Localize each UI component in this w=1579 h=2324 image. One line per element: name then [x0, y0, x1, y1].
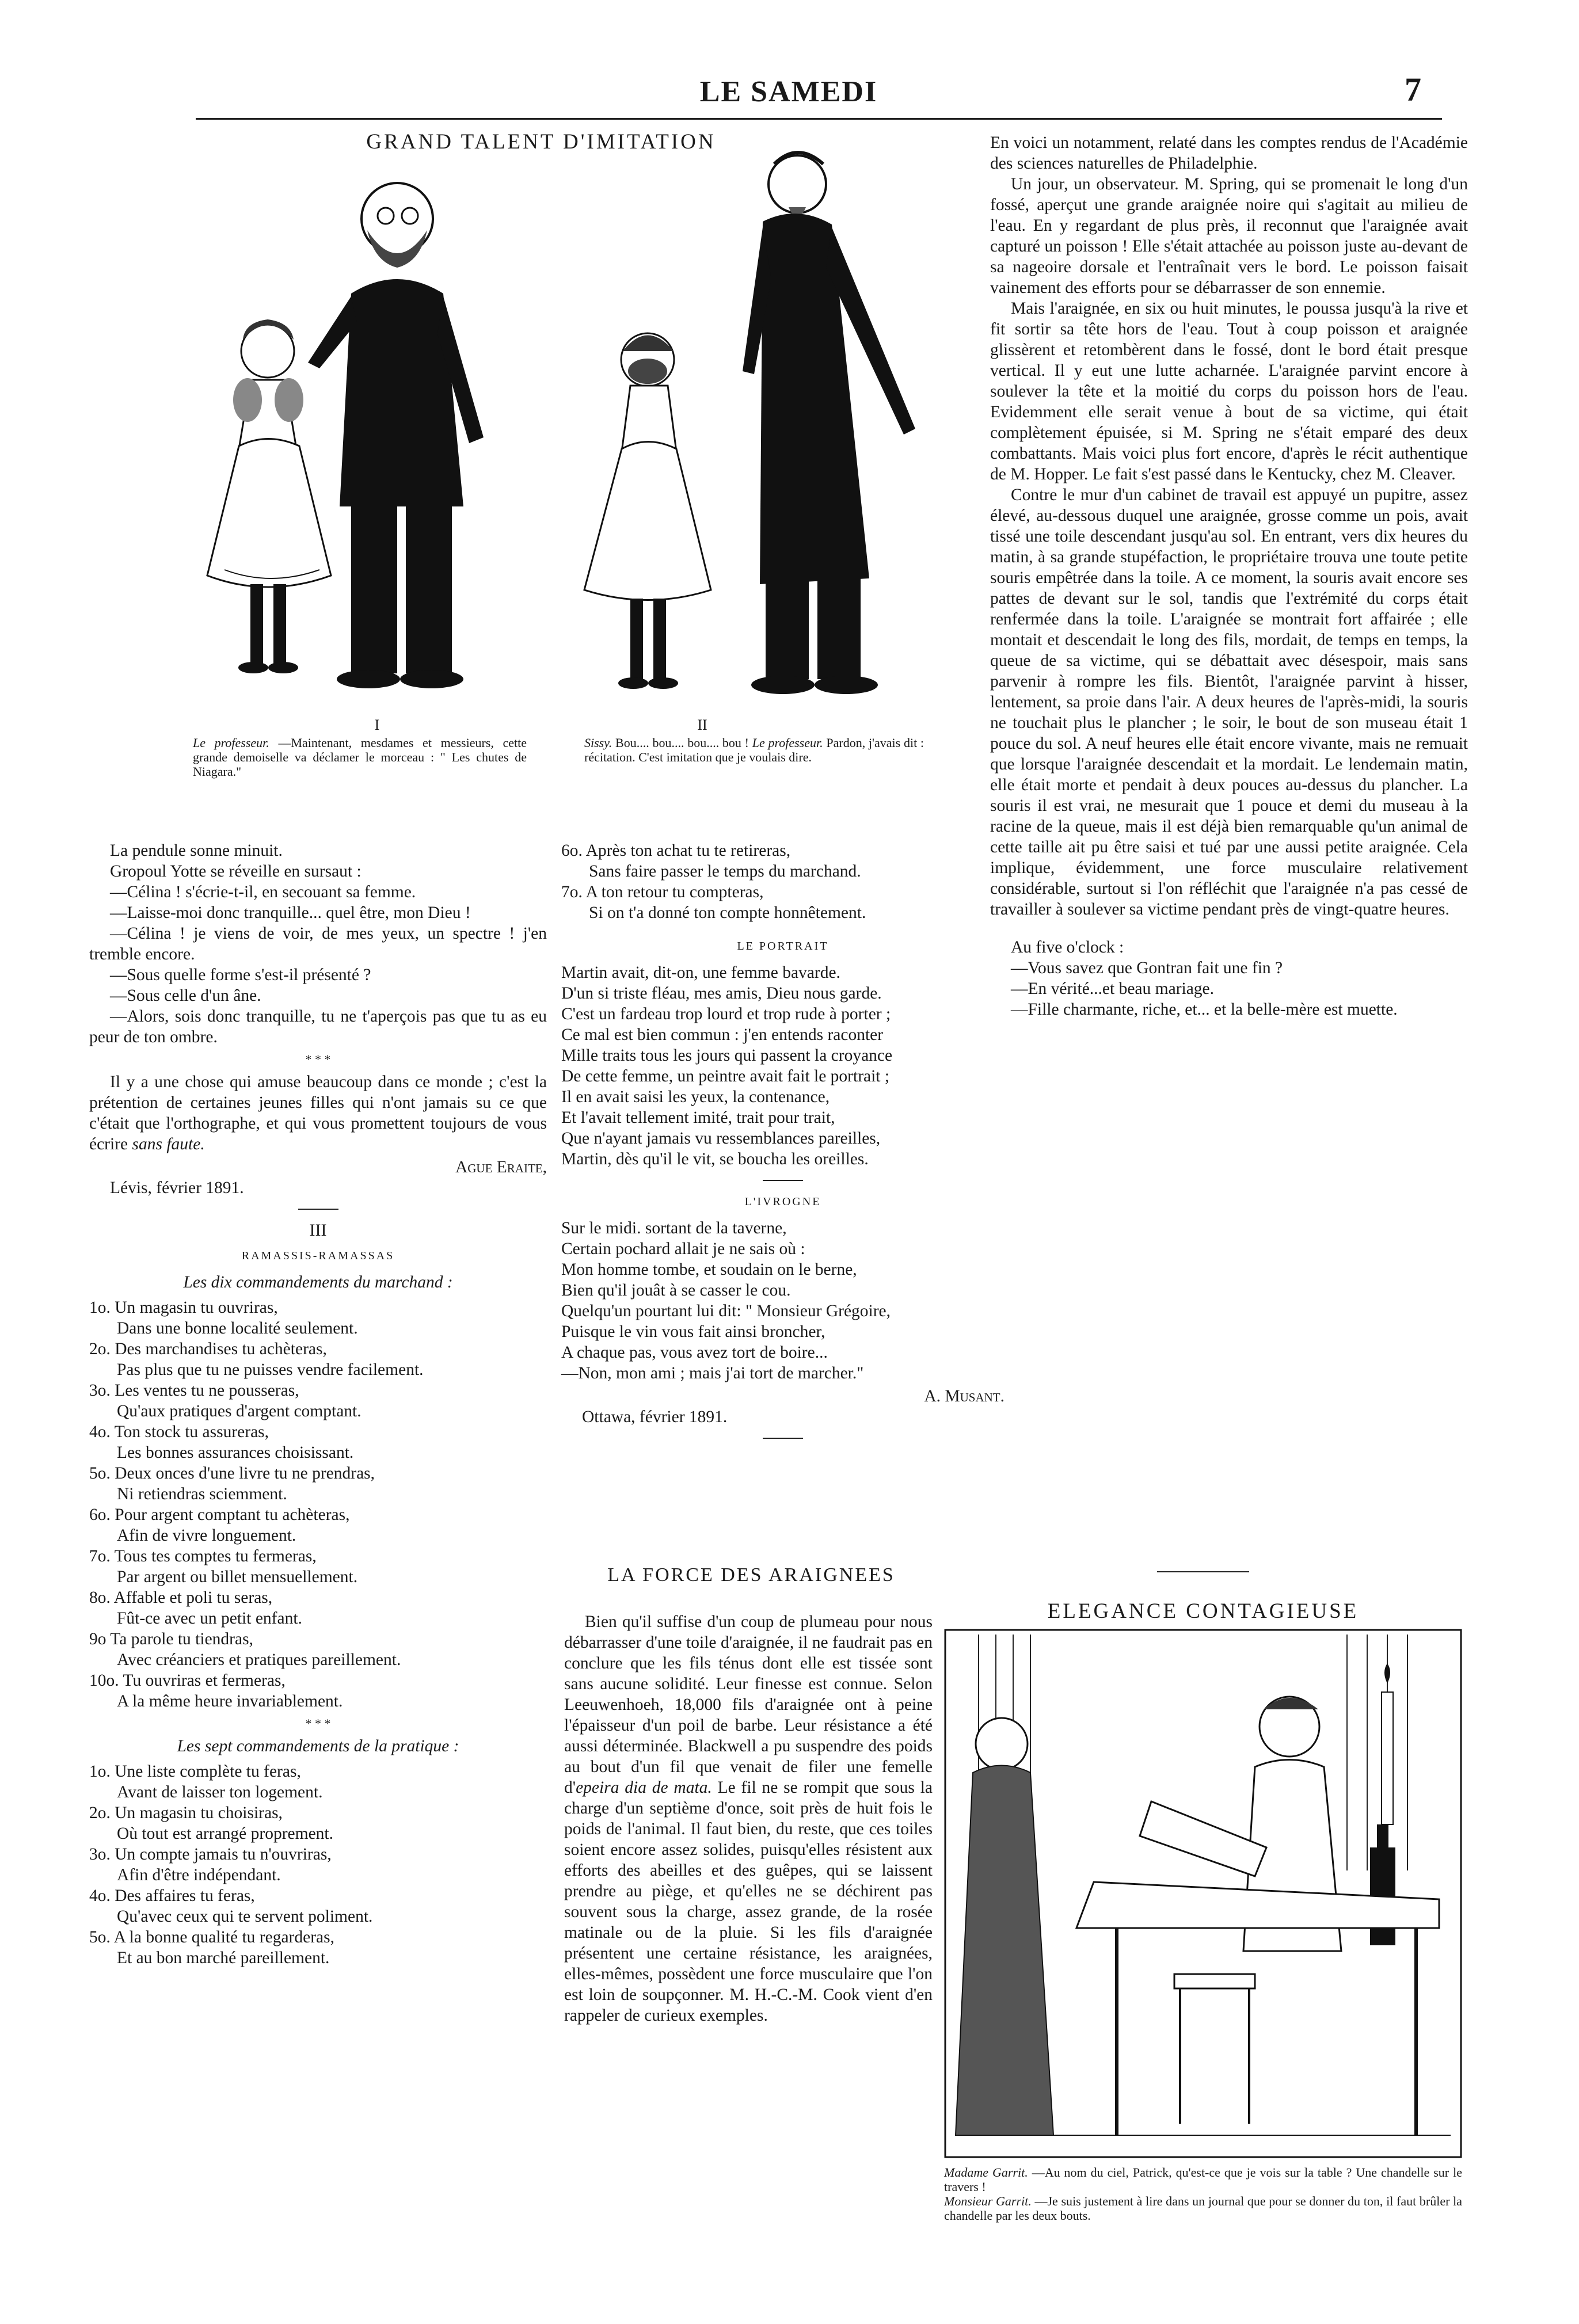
article-paragraph: Contre le mur d'un cabinet de travail est appuyé un pupitre, assez élevé, au-dessous duquel une araignée, grosse comme un pois, avait tissé une toile descendant jusqu'au sol. En entrant, vers dix heures du matin, à sa grande stupéfaction, le propriétaire trouva une toute petite souris empêtrée dans la toile. A ce moment, la souris avait encore ses pattes de devant sur le sol, tandis que l'extrémité du corps était renfermée dans la toile. L'araignée se montrait fort affairée ; elle montait et descendait le long des fils, mordait, de temps en temps, la queue de sa victime, qui se débattait avec désespoir, mais sans parvenir à rompre les fils. Bientôt, l'araignée parvint à hisser, lentement, sa proie dans l'air. A deux heures de l'après-midi, la souris ne touchait plus le plancher ; le soir, le bout de son museau était 1 pouce du sol. A neuf heures elle était encore vivante, mais ne remuait que lorsque l'araignée descendait et la mordait. Le lendemain matin, elle était morte et pendait à deux pouces au-dessus du plancher. La souris il est vrai, ne mesurait que 1 pouce et demi du museau à la racine de la queue, mais il est déjà bien remarquable qu'un animal de cette taille ait pu être saisi et tué par une aussi petite araignée. Cela implique, évidemment, une force musculaire relativement considérable, surtout si l'on réfléchit que l'araignée n'a pas cessé de travailler à soulever sa victime pendant près de vingt-quatre heures.: [990, 486, 1468, 919]
list-item-cont: Dans une bonne localité seulement.: [117, 1319, 358, 1338]
list-item: 10o. Tu ouvriras et fermeras,: [89, 1671, 286, 1690]
list2-title: Les sept commandements de la pratique :: [177, 1737, 459, 1755]
cartoon1-title: GRAND TALENT D'IMITATION: [366, 130, 716, 154]
caption-text1: —Au nom du ciel, Patrick, qu'est-ce que je vois sur la table ? Une chandelle sur le travers !: [944, 2165, 1462, 2194]
story-line: La pendule sonne minuit.: [110, 841, 283, 860]
poem-line: Quelqu'un pourtant lui dit: " Monsieur Grégoire,: [561, 1302, 891, 1320]
panel2-caption-speaker1: Sissy.: [584, 736, 612, 750]
portrait-title: LE PORTRAIT: [737, 940, 829, 953]
dialogue-line: —Vous savez que Gontran fait une fin ?: [1011, 959, 1283, 977]
story-line: Gropoul Yotte se réveille en sursaut :: [110, 862, 362, 881]
list-item-cont: Par argent ou billet mensuellement.: [117, 1568, 358, 1586]
list-item-cont: Qu'avec ceux qui te servent poliment.: [117, 1907, 373, 1926]
cartoon2-title: ELEGANCE CONTAGIEUSE: [1047, 1599, 1359, 1623]
panel2-caption-text2: Pardon, j'avais dit : récitation. C'est imitation que je voulais dire.: [584, 736, 924, 764]
list-item-cont: Afin d'être indépendant.: [117, 1866, 281, 1884]
caption-speaker2: Monsieur Garrit.: [944, 2194, 1032, 2208]
list-item: 8o. Affable et poli tu seras,: [89, 1588, 273, 1607]
poem-line: Ce mal est bien commun : j'en entends raconter: [561, 1026, 884, 1044]
list-item: 9o Ta parole tu tiendras,: [89, 1630, 253, 1648]
column-3: [990, 132, 1468, 1020]
list-item: 2o. Un magasin tu choisiras,: [89, 1804, 283, 1822]
panel1-number: I: [374, 717, 380, 733]
list-item-cont: Ni retiendras sciemment.: [117, 1485, 287, 1503]
story-line: —Sous quelle forme s'est-il présenté ?: [110, 966, 371, 984]
dialogue-line: Au five o'clock :: [1011, 938, 1124, 957]
orthographe-paragraph: [89, 1072, 547, 1155]
story-line: —Sous celle d'un âne.: [110, 986, 261, 1005]
story-line: —Alors, sois donc tranquille, tu ne t'aperçois pas que tu as eu peur de ton ombre.: [89, 1007, 547, 1046]
section-rule: [763, 1180, 803, 1181]
panel2-caption: [584, 736, 924, 764]
list-item-cont: Afin de vivre longuement.: [117, 1526, 296, 1545]
place-date: Lévis, février 1891.: [110, 1179, 244, 1197]
list-item-cont: Si on t'a donné ton compte honnêtement.: [589, 904, 866, 922]
page-number: 7: [1405, 71, 1421, 108]
list-item-cont: Les bonnes assurances choisissant.: [117, 1443, 354, 1462]
article-paragraph: En voici un notamment, relaté dans les comptes rendus de l'Académie des sciences naturelles de Philadelphie.: [990, 134, 1468, 173]
list-item-cont: Qu'aux pratiques d'argent comptant.: [117, 1402, 362, 1420]
list-item: 2o. Des marchandises tu achèteras,: [89, 1340, 327, 1358]
poem-line: Mille traits tous les jours qui passent la croyance: [561, 1046, 893, 1065]
list-item-cont: Et au bon marché pareillement.: [117, 1949, 330, 1967]
list-item-cont: A la même heure invariablement.: [117, 1692, 343, 1710]
list-item: 6o. Après ton achat tu te retireras,: [561, 841, 791, 860]
panel1-caption-speaker: Le professeur.: [193, 736, 269, 750]
list-item: 3o. Les ventes tu ne pousseras,: [89, 1381, 299, 1400]
panel1-caption-text: —Maintenant, mesdames et messieurs, cette grande demoiselle va déclamer le morceau : " Les chutes de Niagara.": [193, 736, 527, 779]
commandments-list-2: [89, 1761, 547, 1968]
column-2: [561, 840, 1005, 1449]
stars-divider: * * *: [305, 1052, 331, 1066]
section-title: RAMASSIS-RAMASSAS: [241, 1249, 395, 1262]
dialogue-line: —Fille charmante, riche, et... et la belle-mère est muette.: [1011, 1000, 1398, 1019]
list-item: 1o. Une liste complète tu feras,: [89, 1762, 301, 1781]
header-rule: [196, 118, 1442, 120]
signature: Ague Eraite,: [455, 1158, 547, 1176]
ivrogne-title: L'IVROGNE: [744, 1195, 821, 1208]
poem-line: Il en avait saisi les yeux, la contenance,: [561, 1088, 830, 1106]
place-date: Ottawa, février 1891.: [582, 1408, 728, 1426]
list-item: 7o. Tous tes comptes tu fermeras,: [89, 1547, 317, 1565]
poem-line: De cette femme, un peintre avait fait le portrait ;: [561, 1067, 890, 1085]
ivrogne-poem: [561, 1218, 1005, 1384]
list-item: 5o. Deux onces d'une livre tu ne prendras,: [89, 1464, 375, 1483]
panel1-caption: [193, 736, 527, 779]
list-item: 1o. Un magasin tu ouvriras,: [89, 1298, 278, 1317]
portrait-poem: [561, 962, 1005, 1169]
section-rule: [298, 1209, 338, 1210]
poem-line: Mon homme tombe, et soudain on le berne,: [561, 1260, 857, 1279]
section-rule: [1157, 1571, 1249, 1572]
stars-divider: * * *: [305, 1716, 331, 1731]
newspaper-title: LE SAMEDI: [699, 75, 878, 108]
poem-line: —Non, mon ami ; mais j'ai tort de marcher.": [561, 1364, 864, 1382]
list-item: 7o. A ton retour tu compteras,: [561, 883, 764, 901]
poem-line: A chaque pas, vous avez tort de boire...: [561, 1343, 828, 1362]
paragraph-italic: sans faute.: [132, 1135, 205, 1153]
poem-line: Certain pochard allait je ne sais où :: [561, 1240, 805, 1258]
list-item-cont: Fût-ce avec un petit enfant.: [117, 1609, 302, 1628]
poem-line: Sur le midi. sortant de la taverne,: [561, 1219, 787, 1237]
page-header: [0, 71, 1579, 115]
list-item-cont: Avant de laisser ton logement.: [117, 1783, 323, 1801]
section-number: III: [309, 1221, 327, 1240]
cartoon2-caption: [944, 2165, 1462, 2223]
article-paragraph: Un jour, un observateur. M. Spring, qui se promenait le long d'un fossé, aperçut une grande araignée noire qui s'agitait au milieu de l'eau. En y regardant de plus près, il reconnut que l'araignée avait capturé un poisson ! Elle s'était attachée au poisson juste au-devant de sa nageoire dorsale et l'entraînait vers le bord. Le poisson faisait vainement des efforts pour se débarrasser de son ennemie.: [990, 175, 1468, 297]
section-rule: [763, 1438, 803, 1439]
list-item-cont: Où tout est arrangé proprement.: [117, 1824, 333, 1843]
poem-line: Puisque le vin vous fait ainsi broncher,: [561, 1323, 825, 1341]
commandments-list-1: [89, 1297, 547, 1712]
cartoon1-panel2-illustration: [570, 129, 944, 714]
dialogue-line: —En vérité...et beau mariage.: [1011, 980, 1215, 998]
column-1: [89, 840, 547, 1968]
poem-line: C'est un fardeau trop lourd et trop rude à porter ;: [561, 1005, 891, 1023]
force-paragraph: Bien qu'il suffise d'un coup de plumeau pour nous débarrasser d'une toile d'araignée, il ne faudrait pas en conclure que les fils ténus dont elle est tissée sont sans aucune solidité. Leur finesse est connue. Selon Leeuwenhoeh, 18,000 fils d'araignée ont à peine l'épaisseur d'un poil de barbe. Leur résistance a été aussi déterminée. Blackwell a pu suspendre des poids au bout d'un fil que venait de filer une femelle d'epeira dia de mata. Le fil ne se rompit que sous la charge d'un septième d'once, soit près de huit fois le poids de l'animal. Il faut bien, du reste, que ces toiles soient encore assez solides, puisqu'elles résistent aux efforts des abeilles et des guêpes, qui se laissent prendre au piège, et qu'elles ne se déchirent pas souvent sous la charge, assez grande, de la rosée matinale ou de la pluie. Si les fils d'araignée présentent une certaine résistance, les araignées, elles-mêmes, possèdent une force musculaire que l'on est loin de soupçonner. M. H.-C.-M. Cook vient d'en rappeler de curieux exemples.: [564, 1613, 933, 2025]
poem-line: Martin, dès qu'il le vit, se boucha les oreilles.: [561, 1150, 869, 1168]
story-line: —Célina ! s'écrie-t-il, en secouant sa femme.: [110, 883, 416, 901]
story-line: —Célina ! je viens de voir, de mes yeux, un spectre ! j'en tremble encore.: [89, 924, 547, 963]
panel2-caption-text1: Bou.... bou.... bou.... bou !: [615, 736, 749, 750]
poem-line: Et l'avait tellement imité, trait pour trait,: [561, 1108, 835, 1127]
poem-line: Martin avait, dit-on, une femme bavarde.: [561, 963, 840, 982]
panel2-caption-speaker2: Le professeur.: [752, 736, 823, 750]
list-item: 4o. Des affaires tu feras,: [89, 1887, 255, 1905]
caption-speaker1: Madame Garrit.: [944, 2165, 1028, 2180]
caption-text2: —Je suis justement à lire dans un journal que pour se donner du ton, il faut brûler la chandelle par les deux bouts.: [944, 2194, 1463, 2223]
panel2-number: II: [697, 717, 707, 733]
poem-line: D'un si triste fléau, mes amis, Dieu nous garde.: [561, 984, 882, 1003]
force-title: LA FORCE DES ARAIGNEES: [607, 1564, 895, 1586]
poem-line: Que n'ayant jamais vu ressemblances pareilles,: [561, 1129, 881, 1148]
list-item: 4o. Ton stock tu assureras,: [89, 1423, 269, 1441]
list-item: 3o. Un compte jamais tu n'ouvriras,: [89, 1845, 332, 1864]
poem-line: Bien qu'il jouât à se casser le cou.: [561, 1281, 791, 1300]
list-item: 6o. Pour argent comptant tu achèteras,: [89, 1506, 350, 1524]
paragraph-text: Il y a une chose qui amuse beaucoup dans ce monde ; c'est la prétention de certaines jeunes filles qui n'ont jamais su ce que c'était que l'orthographe, et qui vous promettent toujours de vous écrire: [89, 1073, 547, 1153]
signature: A. Musant.: [924, 1387, 1005, 1405]
cartoon2-illustration: [944, 1629, 1462, 2158]
force-article: [564, 1611, 933, 2026]
list-item-cont: Sans faire passer le temps du marchand.: [589, 862, 861, 881]
list1-title: Les dix commandements du marchand :: [183, 1273, 453, 1291]
list-item-cont: Pas plus que tu ne puisses vendre facilement.: [117, 1361, 424, 1379]
list-item-cont: Avec créanciers et pratiques pareillement.: [117, 1651, 401, 1669]
list-item: 5o. A la bonne qualité tu regarderas,: [89, 1928, 334, 1946]
story-line: —Laisse-moi donc tranquille... quel être, mon Dieu !: [110, 904, 471, 922]
cartoon1-panel1-illustration: [184, 161, 541, 714]
article-paragraph: Mais l'araignée, en six ou huit minutes, le poussa jusqu'à la rive et fit sortir sa tête hors de l'eau. Tout à coup poisson et araignée glissèrent et retombèrent dans le fossé, dont le bord était presque vertical. Il y eut une lutte acharnée. L'araignée parvint encore à soulever la tête et la moitié du corps du poisson hors de l'eau. Evidemment elle serait venue à bout de sa victime, qui était complètement épuisée, si M. Spring ne s'était emparé des deux combattants. Mais voici plus fort encore, d'après le récit authentique de M. Hopper. Le fait s'est passé dans le Kentucky, chez M. Cleaver.: [990, 299, 1468, 483]
